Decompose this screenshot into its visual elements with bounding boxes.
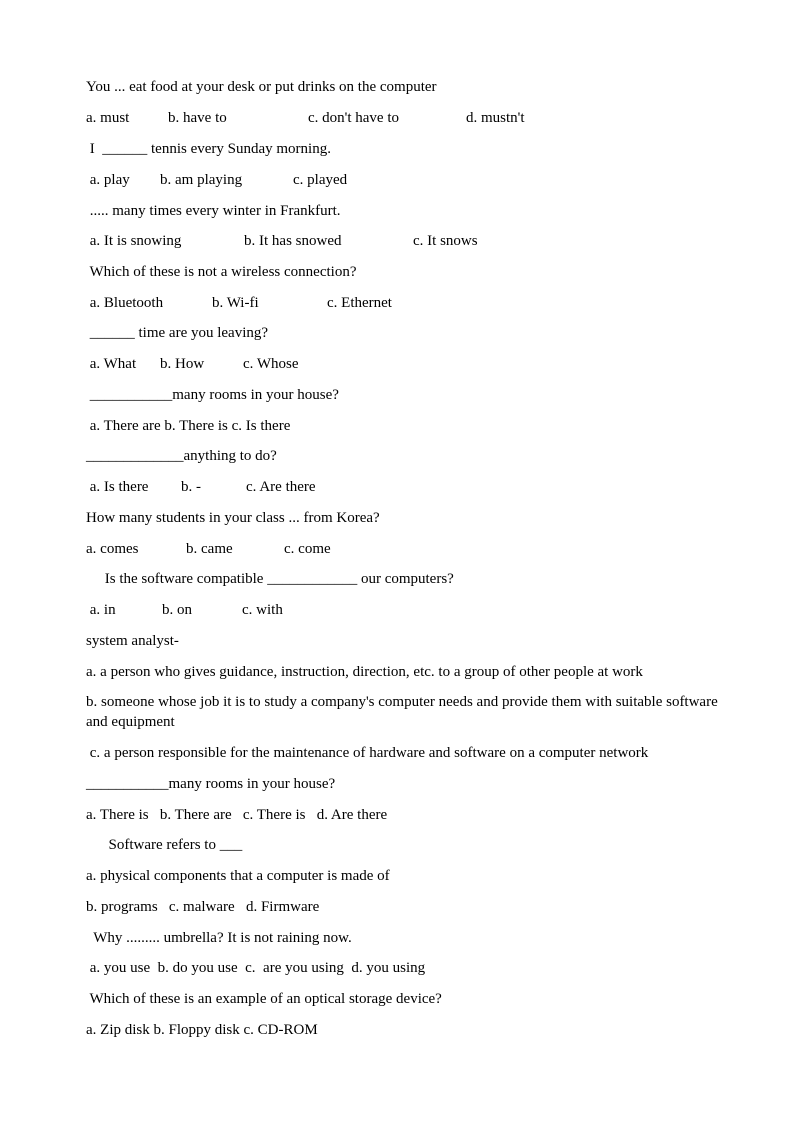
- question-2: I ______ tennis every Sunday morning.: [86, 141, 331, 157]
- question-6: ___________many rooms in your house?: [86, 387, 339, 403]
- option-c: c. played: [293, 172, 348, 188]
- question-12: Software refers to ___: [86, 837, 243, 853]
- option-a: a. Bluetooth: [86, 295, 164, 311]
- option-b: b. How: [160, 356, 205, 372]
- option-a: a. comes: [86, 541, 139, 557]
- options-14: a. Zip disk b. Floppy disk c. CD-ROM: [86, 1022, 318, 1038]
- option-c: c. a person responsible for the maintenance of hardware and software on a computer network: [86, 745, 649, 761]
- option-a: a. a person who gives guidance, instruction, direction, etc. to a group of other people at work: [86, 664, 643, 680]
- options-11: a. There is b. There are c. There is d. Are there: [86, 807, 388, 823]
- option-c: c. It snows: [413, 233, 478, 249]
- question-1: You ... eat food at your desk or put drinks on the computer: [86, 79, 437, 95]
- question-10: system analyst-: [86, 633, 179, 649]
- option-c: c. Are there: [246, 479, 316, 495]
- option-b: b. Wi-fi: [212, 295, 259, 311]
- option-a: a. It is snowing: [86, 233, 182, 249]
- question-8: How many students in your class ... from Korea?: [86, 510, 380, 526]
- option-c: c. don't have to: [308, 110, 400, 126]
- options-13: a. you use b. do you use c. are you using d. you using: [86, 960, 426, 976]
- option-b: b. programs c. malware d. Firmware: [86, 899, 320, 915]
- question-7: _____________anything to do?: [86, 448, 277, 464]
- option-c: c. come: [284, 541, 331, 557]
- option-b: b. have to: [168, 110, 227, 126]
- option-c: c. Whose: [243, 356, 299, 372]
- option-a: a. play: [86, 172, 130, 188]
- option-b: b. -: [181, 479, 201, 495]
- option-b: b. am playing: [160, 172, 243, 188]
- options-6: a. There are b. There is c. Is there: [86, 418, 291, 434]
- option-a: a. physical components that a computer is made of: [86, 868, 390, 884]
- option-c: c. Ethernet: [327, 295, 392, 311]
- option-a: a. in: [86, 602, 116, 618]
- option-a: a. What: [86, 356, 137, 372]
- question-4: Which of these is not a wireless connection?: [86, 264, 357, 280]
- option-a: a. must: [86, 110, 130, 126]
- option-b: b. It has snowed: [244, 233, 342, 249]
- question-11: ___________many rooms in your house?: [86, 776, 336, 792]
- option-d: d. mustn't: [466, 110, 525, 126]
- option-b: b. on: [162, 602, 192, 618]
- option-a: a. Is there: [86, 479, 149, 495]
- option-c: c. with: [242, 602, 283, 618]
- question-9: Is the software compatible ____________ our computers?: [86, 571, 454, 587]
- option-b: b. came: [186, 541, 233, 557]
- question-13: Why ......... umbrella? It is not raining now.: [86, 930, 352, 946]
- option-b: b. someone whose job it is to study a company's computer needs and provide them with suitable software and equipment: [86, 694, 718, 730]
- question-3: ..... many times every winter in Frankfurt.: [86, 203, 341, 219]
- question-14: Which of these is an example of an optical storage device?: [86, 991, 442, 1007]
- question-5: ______ time are you leaving?: [86, 325, 269, 341]
